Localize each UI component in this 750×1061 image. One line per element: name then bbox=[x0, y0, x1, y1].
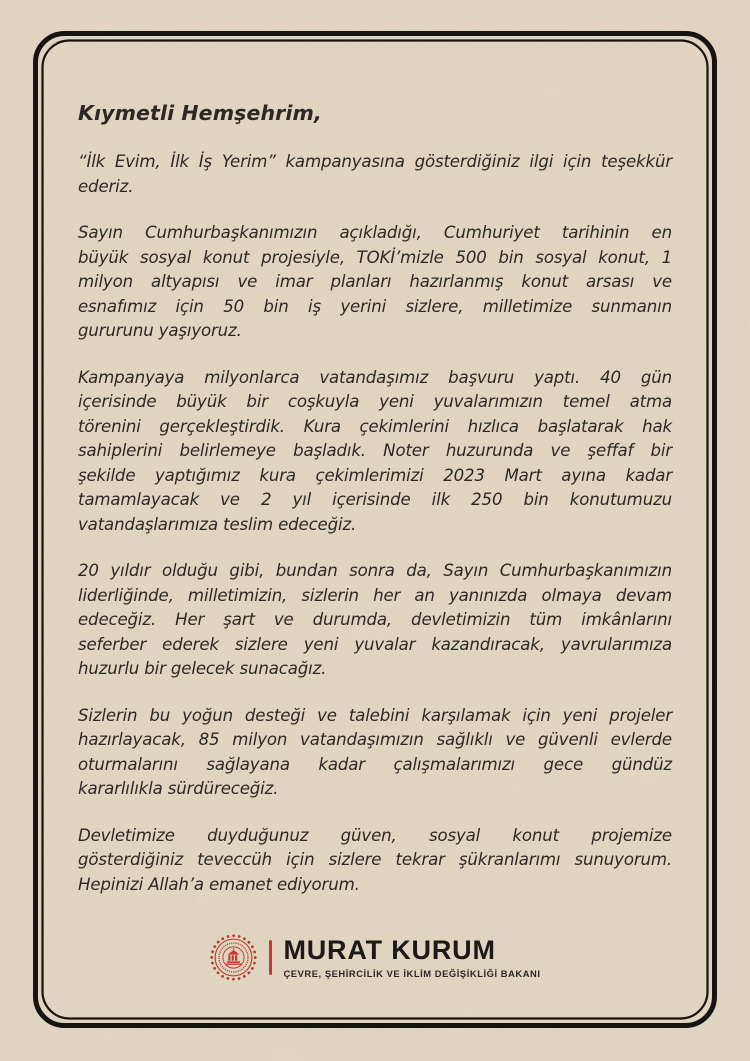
minister-title: ÇEVRE, ŞEHİRCİLİK VE İKLİM DEĞİŞİKLİĞİ BAKANI bbox=[283, 967, 541, 979]
signature-block bbox=[0, 933, 750, 982]
paragraph-line: sahiplerini belirlemeye başladık. Noter huzurunda ve şeffaf bir bbox=[78, 441, 672, 460]
paragraph-line: esnafımız için 50 bin iş yerini sizlere, milletimize sunmanın bbox=[78, 296, 672, 316]
paragraph-line: büyük sosyal konut projesiyle, TOKİ’mizle 500 bin sosyal konut, 1 bbox=[78, 247, 672, 267]
paragraph bbox=[78, 366, 672, 538]
paragraph-line: hazırlayacak, 85 milyon vatandaşımızın sağlıklı ve güvenli evlerde bbox=[78, 730, 672, 749]
paragraph bbox=[78, 150, 672, 199]
paragraph-line: içerisinde büyük bir coşkuyla yeni yuvalarımızın temel atma bbox=[78, 392, 672, 411]
paragraph-line: gururunu yaşıyoruz. bbox=[78, 321, 242, 340]
letter-paragraphs bbox=[78, 150, 672, 897]
paragraph bbox=[78, 824, 672, 898]
paragraph-line: şekilde yaptığımız kura çekimlerimizi 2023 Mart ayına kadar bbox=[78, 465, 672, 485]
paragraph-line: Sayın Cumhurbaşkanımızın açıkladığı, Cumhuriyet tarihinin en bbox=[78, 223, 672, 242]
letter-body bbox=[78, 101, 672, 897]
signature-divider bbox=[269, 940, 272, 975]
paragraph-line: huzurlu bir gelecek sunacağız. bbox=[78, 659, 327, 678]
paragraph-line: edeceğiz. Her şart ve durumda, devletimizin tüm imkânlarını bbox=[78, 610, 672, 629]
paragraph-line: Hepinizi Allah’a emanet ediyorum. bbox=[78, 874, 360, 894]
paragraph-line: kararlılıkla sürdüreceğiz. bbox=[78, 779, 279, 798]
paragraph-line: liderliğinde, milletimizin, sizlerin her an yanınızda olmaya devam bbox=[78, 585, 672, 605]
signature-text bbox=[283, 934, 541, 979]
seal-building-glyph bbox=[226, 948, 242, 965]
paragraph bbox=[78, 221, 672, 344]
letter-greeting: Kıymetli Hemşehrim, bbox=[78, 101, 322, 125]
paragraph-line: “İlk Evim, İlk İş Yerim” kampanyasına gösterdiğiniz ilgi için teşekkür bbox=[78, 152, 672, 171]
paragraph-line: 20 yıldır olduğu gibi, bundan sonra da, Sayın Cumhurbaşkanımızın bbox=[78, 561, 672, 580]
paragraph-line: ederiz. bbox=[78, 176, 134, 196]
paragraph-line: gösterdiğiniz teveccüh için sizlere tekrar şükranlarımı sunuyorum. bbox=[78, 850, 672, 869]
paragraph-line: milyon altyapısı ve imar planları hazırlanmış konut arsası ve bbox=[78, 272, 672, 291]
paragraph-line: Sizlerin bu yoğun desteği ve talebini karşılamak için yeni projeler bbox=[78, 705, 672, 725]
paragraph bbox=[78, 704, 672, 802]
paragraph-line: törenini gerçekleştirdik. Kura çekimlerini hızlıca başlatarak hak bbox=[78, 416, 672, 436]
minister-name: MURAT KURUM bbox=[283, 934, 496, 965]
paragraph-line: vatandaşlarımıza teslim edeceğiz. bbox=[78, 514, 357, 534]
paragraph-line: seferber ederek sizlere yeni yuvalar kazandıracak, yavrularımıza bbox=[78, 634, 672, 654]
paragraph-line: tamamlayacak ve 2 yıl içerisinde ilk 250 bin konutumuzu bbox=[78, 490, 672, 509]
ministry-seal-icon bbox=[209, 933, 258, 982]
paragraph-line: Devletimize duyduğunuz güven, sosyal konut projemize bbox=[78, 825, 672, 845]
paragraph-line: oturmalarını sağlayana kadar çalışmalarımızı gece gündüz bbox=[78, 754, 672, 774]
paragraph bbox=[78, 559, 672, 682]
paragraph-line: Kampanyaya milyonlarca vatandaşımız başvuru yaptı. 40 gün bbox=[78, 367, 672, 387]
